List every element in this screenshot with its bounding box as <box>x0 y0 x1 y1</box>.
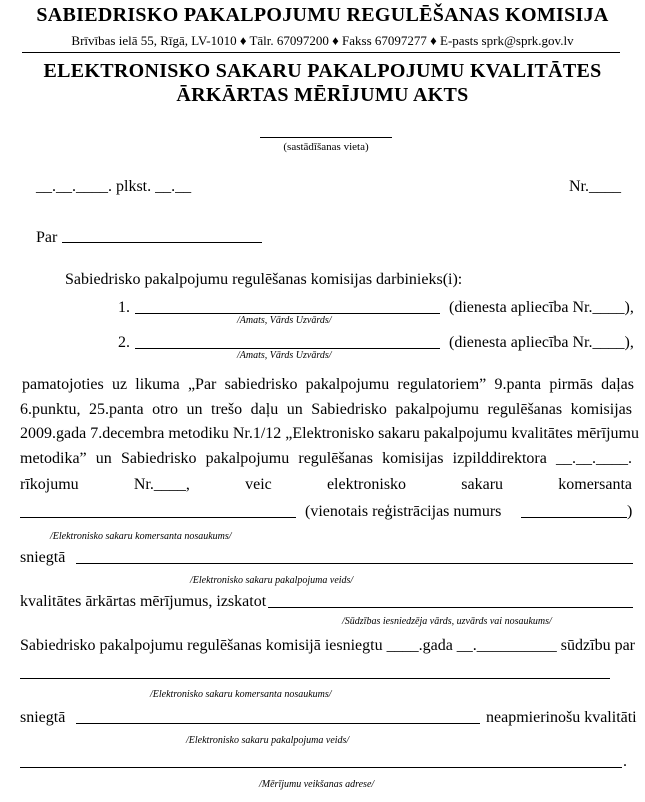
basis-line: 6.punktu, 25.panta otro un trešo daļu un Sabiedrisko pakalpojumu regulēšanas komisijas <box>20 401 632 418</box>
end-period: . <box>623 753 627 770</box>
reg-number-close: ) <box>627 503 633 520</box>
employee-2-field[interactable] <box>135 348 440 349</box>
subject-field[interactable] <box>62 242 262 243</box>
place-caption: (sastādīšanas vieta) <box>283 141 369 153</box>
complaint-service-caption: /Elektronisko sakaru pakalpojuma veids/ <box>186 735 350 746</box>
employee-1-caption: /Amats, Vārds Uzvārds/ <box>237 315 332 326</box>
service-type-field[interactable] <box>76 563 633 564</box>
employee-1-number: 1. <box>118 299 130 316</box>
employee-2-id-card[interactable]: (dienesta apliecība Nr.____), <box>449 334 634 351</box>
measurement-address-caption: /Mērījumu veikšanas adrese/ <box>259 779 375 790</box>
subject-label: Par <box>36 229 58 246</box>
basis-line: 2009.gada 7.decembra metodiku Nr.1/12 „Elektronisko sakaru pakalpojumu kvalitātes mērījumu <box>20 425 639 442</box>
employee-2-caption: /Amats, Vārds Uzvārds/ <box>237 350 332 361</box>
complaint-merchant-field[interactable] <box>20 678 610 679</box>
place-field[interactable] <box>260 137 392 138</box>
reg-number-field[interactable] <box>521 517 627 518</box>
document-title-line2: ĀRKĀRTAS MĒRĪJUMU AKTS <box>176 84 469 106</box>
reg-number-label: (vienotais reģistrācijas numurs <box>305 503 502 520</box>
complaint-merchant-caption: /Elektronisko sakaru komersanta nosaukums/ <box>150 689 332 700</box>
measurement-address-field[interactable] <box>20 767 622 768</box>
basis-line: pamatojoties uz likuma „Par sabiedrisko pakalpojumu regulatoriem” 9.panta pirmās daļas <box>22 376 634 393</box>
organization-name: SABIEDRISKO PAKALPOJUMU REGULĒŠANAS KOMISIJA <box>36 4 609 26</box>
complainant-field[interactable] <box>268 607 633 608</box>
complaint-provided-label: sniegtā <box>20 709 66 726</box>
document-title-line1: ELEKTRONISKO SAKARU PAKALPOJUMU KVALITĀTES <box>43 60 602 82</box>
employee-2-number: 2. <box>118 334 130 351</box>
complaint-text: Sabiedrisko pakalpojumu regulēšanas komisijā iesniegtu ____.gada __.__________ sūdzību par <box>20 637 635 654</box>
act-number-field[interactable]: Nr.____ <box>569 178 621 195</box>
merchant-name-field[interactable] <box>20 517 296 518</box>
employees-intro: Sabiedrisko pakalpojumu regulēšanas komisijas darbinieks(i): <box>65 271 463 288</box>
employee-1-field[interactable] <box>135 313 440 314</box>
complainant-caption: /Sūdzības iesniedzēja vārds, uzvārds vai nosaukums/ <box>342 616 552 627</box>
complaint-service-field[interactable] <box>76 723 480 724</box>
merchant-name-caption: /Elektronisko sakaru komersanta nosaukums/ <box>50 531 232 542</box>
quality-measurement-label: kvalitātes ārkārtas mērījumus, izskatot <box>20 593 267 610</box>
unsatisfactory-label: neapmierinošu kvalitāti <box>486 709 637 726</box>
employee-1-id-card[interactable]: (dienesta apliecība Nr.____), <box>449 299 634 316</box>
basis-line: rīkojumu Nr.____, veic elektronisko sakaru komersanta <box>20 476 632 493</box>
basis-line: metodika” un Sabiedrisko pakalpojumu regulēšanas komisijas izpilddirektora __.__.____. <box>20 450 632 467</box>
organization-address: Brīvības ielā 55, Rīgā, LV-1010 ♦ Tālr. 67097200 ♦ Fakss 67097277 ♦ E-pasts sprk@sprk.gov.lv <box>71 33 574 48</box>
header-divider <box>22 52 620 53</box>
provided-label: sniegtā <box>20 549 66 566</box>
service-type-caption: /Elektronisko sakaru pakalpojuma veids/ <box>190 575 354 586</box>
date-time-field[interactable]: __.__.____. plkst. __.__ <box>36 178 192 195</box>
